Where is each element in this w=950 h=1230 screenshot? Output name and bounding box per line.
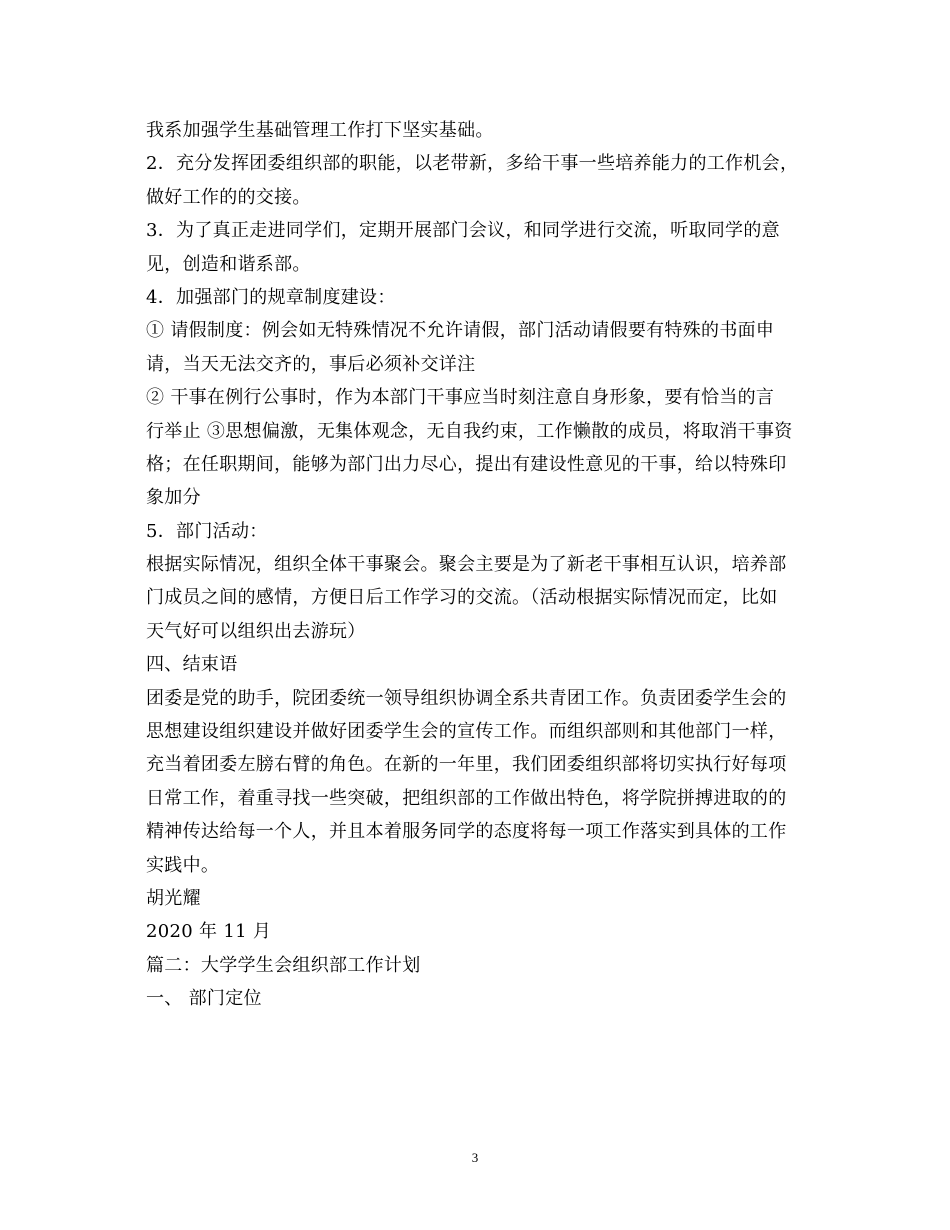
text-line: 实践中。	[146, 854, 220, 876]
text-line: 日常工作，着重寻找一些突破，把组织部的工作做出特色，将学院拼搏进取的的	[146, 787, 787, 809]
section-heading: 四、结束语	[146, 654, 238, 676]
text-line: 2．充分发挥团委组织部的职能，以老带新，多给干事一些培养能力的工作机会，	[146, 153, 799, 175]
date-line: 2020 年 11 月	[146, 921, 272, 943]
chapter-heading: 篇二：大学学生会组织部工作计划	[146, 954, 421, 976]
text-line: ② 干事在例行公事时，作为本部门干事应当时刻注意自身形象，要有恰当的言	[146, 387, 775, 409]
text-line: 格；在任职期间，能够为部门出力尽心，提出有建设性意见的干事，给以特殊印	[146, 453, 787, 475]
text-line: 思想建设组织建设并做好团委学生会的宣传工作。而组织部则和其他部门一样，	[146, 721, 787, 743]
text-line: 行举止 ③思想偏激，无集体观念，无自我约束，工作懒散的成员，将取消干事资	[146, 420, 793, 442]
text-line: 3．为了真正走进同学们，定期开展部门会议，和同学进行交流，听取同学的意	[146, 220, 780, 242]
section-heading: 一、 部门定位	[146, 988, 262, 1010]
author-name: 胡光耀	[146, 887, 201, 909]
text-line: 我系加强学生基础管理工作打下坚实基础。	[146, 120, 494, 141]
text-line: 做好工作的的交接。	[146, 186, 311, 208]
text-line: 充当着团委左膀右臂的角色。在新的一年里，我们团委组织部将切实执行好每项	[146, 754, 787, 776]
text-line: 请，当天无法交齐的，事后必须补交详注	[146, 353, 476, 375]
page-number: 3	[471, 1150, 479, 1165]
text-line: 4．加强部门的规章制度建设：	[146, 286, 396, 308]
text-line: 象加分	[146, 487, 201, 509]
text-line: 精神传达给每一个人，并且本着服务同学的态度将每一项工作落实到具体的工作	[146, 821, 787, 843]
text-line: 5．部门活动：	[146, 520, 268, 542]
document-body	[146, 114, 811, 1016]
text-line: 门成员之间的感情，方便日后工作学习的交流。（活动根据实际情况而定，比如	[146, 587, 778, 609]
text-line: 见，创造和谐系部。	[146, 253, 311, 275]
text-line: 根据实际情况，组织全体干事聚会。聚会主要是为了新老干事相互认识，培养部	[146, 554, 787, 576]
text-line: 团委是党的助手，院团委统一领导组织协调全系共青团工作。负责团委学生会的	[146, 687, 787, 709]
text-line: ① 请假制度：例会如无特殊情况不允许请假，部门活动请假要有特殊的书面申	[146, 320, 775, 342]
text-line: 天气好可以组织出去游玩）	[146, 620, 366, 642]
